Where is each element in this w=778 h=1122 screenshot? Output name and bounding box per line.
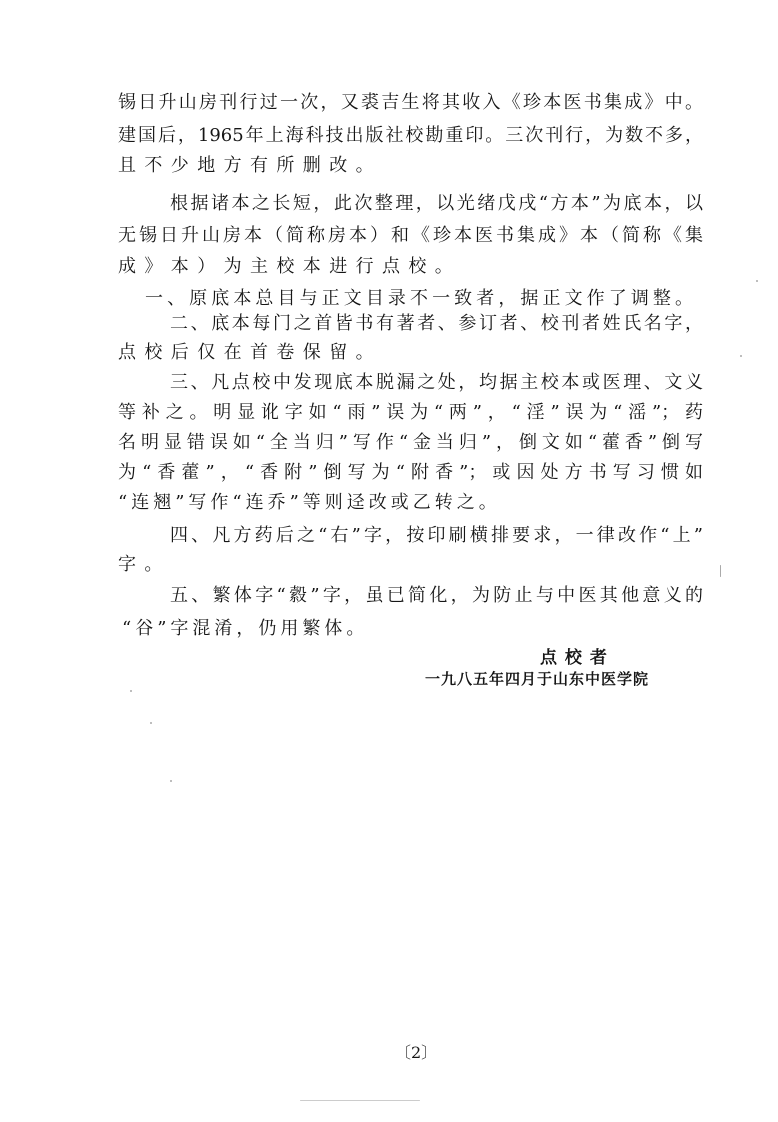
text-line: 字。: [118, 554, 171, 575]
scan-speck: [756, 280, 758, 282]
text-line: 三、凡点校中发现底本脱漏之处，均据主校本或医理、文义: [170, 372, 703, 393]
signature-date-place: 一九八五年四月于山东中医学院: [425, 670, 650, 688]
text-line: 无锡日升山房本（简称房本）和《珍本医书集成》本（简称《集: [118, 225, 703, 246]
text-line: 五、繁体字“縠”字，虽已简化，为防止与中医其他意义的: [170, 585, 703, 606]
text-line: 等补之。明显讹字如“雨”误为“两”，“淫”误为“滛”；药: [118, 402, 703, 423]
scan-speck: [720, 565, 721, 577]
text-line: 二、底本每门之首皆书有著者、参订者、校刊者姓氏名字，: [170, 313, 703, 334]
scan-speck: [150, 722, 152, 724]
text-line: 为“香藿”，“香附”倒写为“附香”；或因处方书写习惯如: [118, 462, 703, 483]
text-line: 一、原底本总目与正文目录不一致者，据正文作了调整。: [145, 288, 693, 309]
text-line: 名明显错误如“全当归”写作“金当归”，倒文如“藿香”倒写: [118, 432, 703, 453]
scan-speck: [130, 690, 132, 692]
signature-role: 点 校 者: [540, 648, 608, 668]
page-number: 〔2〕: [395, 1043, 438, 1062]
text-line: “谷”字混淆，仍用繁体。: [122, 618, 369, 639]
scan-speck: [170, 780, 172, 782]
text-line: 点校后仅在首卷保留。: [118, 342, 382, 363]
text-line: 且不少地方有所删改。: [118, 155, 382, 176]
scan-speck: [740, 355, 742, 357]
text-line: 根据诸本之长短，此次整理，以光绪戊戌“方本”为底本，以: [170, 193, 703, 214]
text-line: 锡日升山房刊行过一次，又裘吉生将其收入《珍本医书集成》中。: [118, 92, 703, 113]
text-line: 建国后，1965年上海科技出版社校勘重印。三次刊行，为数不多，: [118, 125, 703, 146]
text-line: 四、凡方药后之“右”字，按印刷横排要求，一律改作“上”: [170, 525, 703, 546]
scan-line: [300, 1100, 420, 1101]
text-line: 成》本）为主校本进行点校。: [118, 256, 462, 277]
text-line: “连翘”写作“连乔”等则迳改或乙转之。: [118, 492, 501, 513]
